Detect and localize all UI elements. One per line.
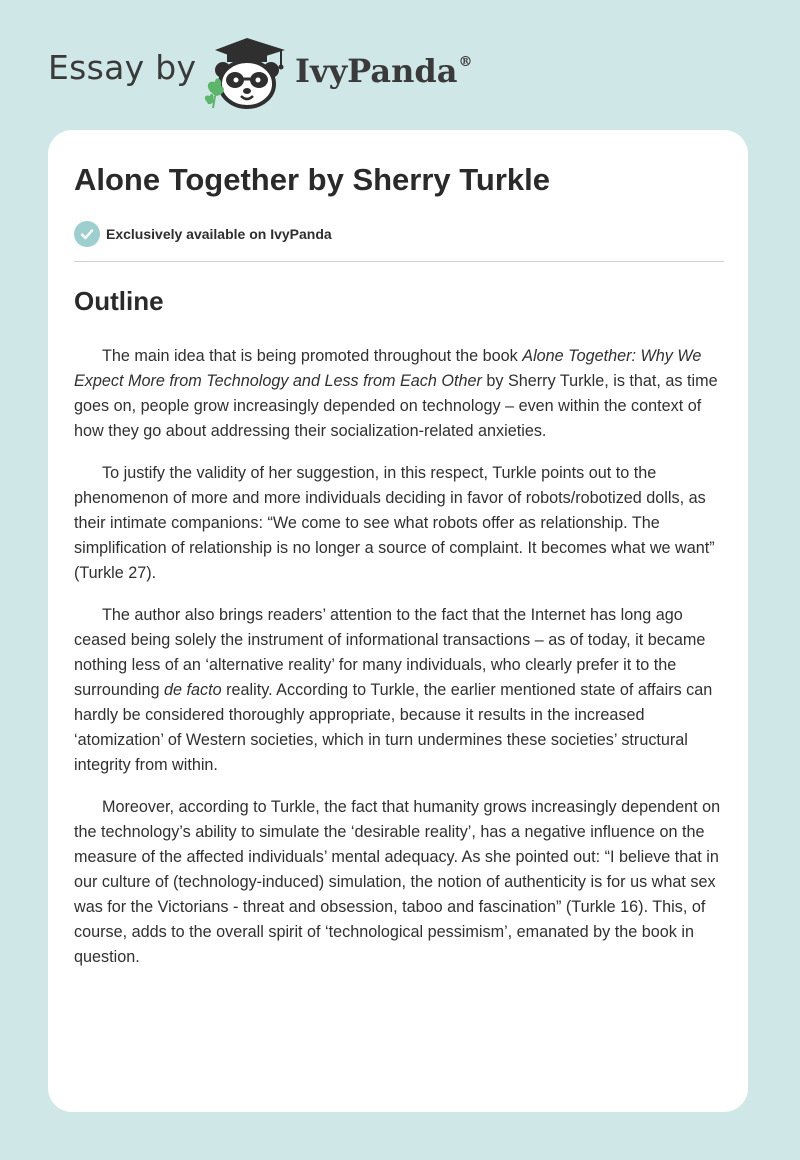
paragraph-4-text: Moreover, according to Turkle, the fact that humanity grows increasingly dependent on the technology’s ability to simulate the ‘desirable reality’, has a negative influence on the measure of the affected individuals’ mental adequacy. As she pointed out: “I believe that in our culture of (technology-induced) simulation, the notion of authenticity is for us what sex was for the Victorians - threat and obsession, taboo and fascination” (Turkle 16). This, of course, adds to the overall spirit of ‘technological pessimism’, emanated by the book in question. [74,798,721,966]
panda-graduate-icon[interactable] [201,36,293,110]
exclusive-badge [74,221,332,247]
paragraph-2 [74,461,726,586]
brand-logo-text[interactable] [295,52,472,90]
book-title-italic: Alone Together: Why We Expect More from Technology and Less from Each Other [74,347,702,390]
paragraph-2-text: To justify the validity of her suggestion, in this respect, Turkle points out to the phenomenon of more and more individuals deciding in favor of robots/robotized dolls, as their intimate companions: “We come to see what robots offer as relationship. The simplification of relationship is no longer a source of complaint. It becomes what we want” (Turkle 27). [74,464,715,582]
article-body [74,344,726,987]
title-divider [74,261,724,262]
paragraph-1-text-b: by Sherry Turkle, is that, as time goes on, people grow increasingly depended on technology – even within the context of how they go about addressing their socialization-related anxieties. [74,372,718,440]
article-title: Alone Together by Sherry Turkle [74,162,551,197]
article-card [48,130,748,1112]
paragraph-1 [74,344,726,444]
paragraph-4 [74,795,726,970]
check-icon [74,221,100,247]
paragraph-3-text-a: The author also brings readers’ attention to the fact that the Internet has long ago ceased being solely the instrument of informational transactions – as of today, it became nothing less of an ‘alternative reality’ for many individuals, who clearly prefer it to the surrounding [74,606,706,699]
exclusive-badge-label: Exclusively available on IvyPanda [106,226,332,242]
registered-mark: ® [458,54,473,70]
paragraph-3-text-b: reality. According to Turkle, the earlier mentioned state of affairs can hardly be considered thoroughly appropriate, because it results in the increased ‘atomization’ of Western societies, which in turn undermines these societies’ structural integrity from within. [74,681,713,774]
brand-name[interactable]: IvyPanda [295,52,458,90]
essay-by-label: Essay by [48,48,197,87]
site-header [0,0,800,125]
section-heading: Outline [74,286,164,316]
paragraph-3 [74,603,726,778]
paragraph-1-text-a: The main idea that is being promoted throughout the book [102,347,523,365]
de-facto-italic: de facto [164,681,222,699]
